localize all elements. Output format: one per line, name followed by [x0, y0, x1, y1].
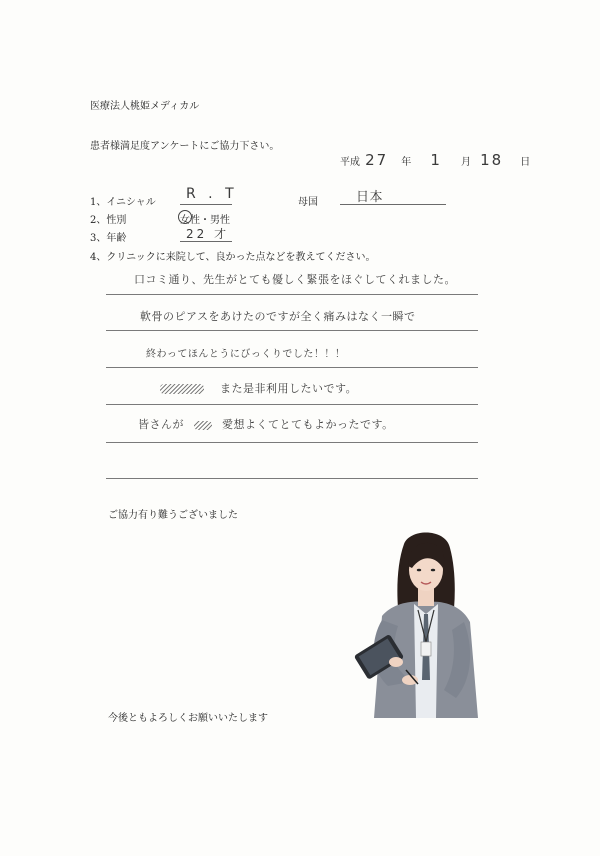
crossed-out-scribble — [160, 384, 204, 394]
answer-rule-2 — [106, 330, 478, 331]
answer-line-5-start: 皆さんが — [138, 418, 184, 431]
closing-message: 今後ともよろしくお願いいたします — [108, 713, 268, 724]
answer-rule-6 — [106, 478, 478, 479]
date-month-unit: 月 — [461, 157, 472, 168]
country-label: 母国 — [298, 197, 318, 208]
thanks-message: ご協力有り難うございました — [108, 510, 238, 521]
feedback-question: 4、クリニックに来院して、良かった点などを教えてください。 — [90, 252, 376, 263]
initials-underline — [180, 204, 232, 205]
survey-request: 患者様満足度アンケートにご協力下さい。 — [90, 141, 280, 152]
age-value: 22 才 — [186, 227, 230, 241]
answer-line-1: 口コミ通り、先生がとても優しく緊張をほぐしてくれました。 — [134, 273, 456, 286]
country-underline — [340, 204, 446, 205]
date-month-value: 1 — [430, 151, 442, 169]
initials-value: R . T — [186, 186, 238, 202]
answer-line-4-text: また是非利用したいです。 — [220, 382, 358, 395]
businesswoman-with-tablet-photo-icon — [352, 530, 492, 722]
date-year-unit: 年 — [401, 157, 412, 168]
answer-rule-5 — [106, 442, 478, 443]
date-day-value: 18 — [480, 151, 504, 169]
age-label: 3、年齢 — [90, 233, 127, 244]
gender-options: 女性・男性 — [180, 215, 230, 226]
gender-circle-mark — [178, 210, 192, 224]
clinic-name: 医療法人桃姫メディカル — [90, 101, 200, 112]
gender-label: 2、性別 — [90, 215, 127, 226]
answer-line-5 — [138, 416, 394, 432]
answer-line-2: 軟骨のピアスをあけたのですが全く痛みはなく一瞬で — [140, 310, 416, 323]
date-era: 平成 — [340, 157, 360, 168]
answer-rule-1 — [106, 294, 478, 295]
date-line — [340, 150, 530, 169]
date-day-unit: 日 — [520, 157, 531, 168]
crossed-out-scribble — [194, 421, 212, 430]
age-underline — [180, 241, 232, 242]
answer-line-5-end: 愛想よくてとてもよかったです。 — [222, 418, 394, 431]
answer-rule-3 — [106, 367, 478, 368]
answer-rule-4 — [106, 404, 478, 405]
country-value: 日本 — [356, 190, 384, 205]
initials-label: 1、イニシャル — [90, 197, 156, 208]
answer-line-3: 終わってほんとうにびっくりでした！！！ — [146, 349, 346, 360]
answer-line-4 — [160, 380, 357, 396]
date-year-value: 27 — [365, 151, 389, 169]
